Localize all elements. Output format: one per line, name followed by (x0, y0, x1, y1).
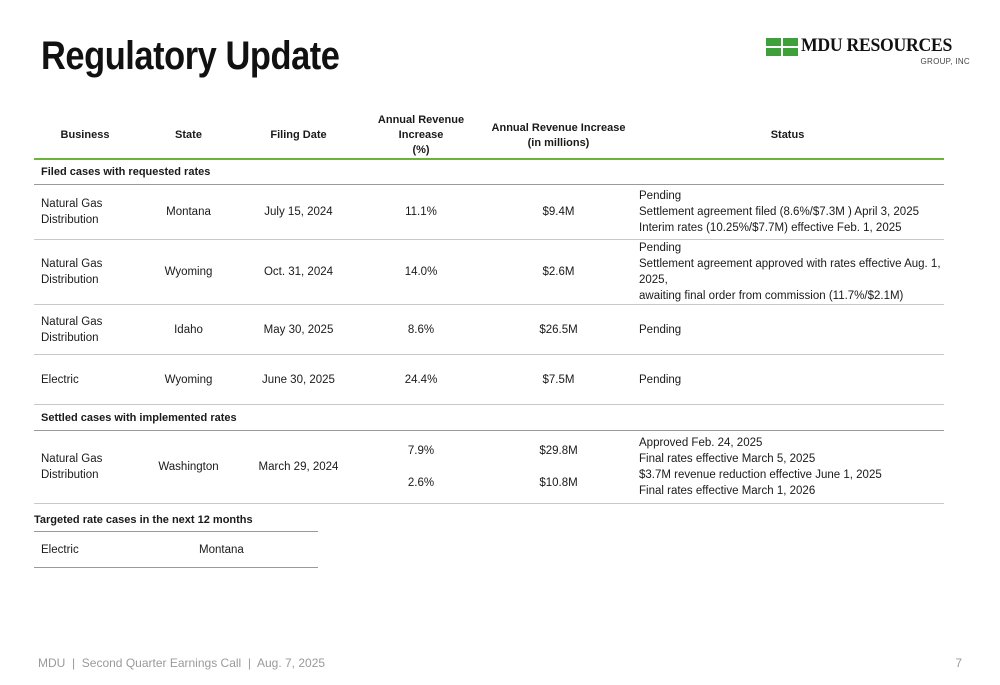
state-cell: Wyoming (164, 266, 213, 278)
table-row (34, 532, 318, 568)
header-business: Business (60, 129, 110, 141)
business-line1: Natural Gas (41, 258, 103, 270)
status-line: Final rates effective March 5, 2025 (639, 453, 816, 465)
header-revenue-millions (486, 113, 631, 159)
business-cell (34, 185, 136, 240)
logo-subtitle: GROUP, INC (920, 57, 970, 66)
filing-date-cell: Oct. 31, 2024 (263, 266, 334, 278)
revenue-pct-cell: 24.4% (404, 373, 438, 386)
section-settled-cases (34, 405, 944, 431)
header-filing-date: Filing Date (270, 129, 327, 141)
revenue-pct-cell: 14.0% (404, 266, 438, 278)
table-header-row (34, 113, 944, 159)
status-line: awaiting final order from commission (11.7%/$2.1M) (639, 290, 904, 302)
header-state: State (175, 129, 202, 141)
status-line: $3.7M revenue reduction effective June 1, 2025 (639, 469, 882, 481)
section-label: Settled cases with implemented rates (41, 411, 237, 424)
revenue-millions-cell (486, 431, 631, 504)
status-line: Pending (639, 190, 682, 202)
footer-text: MDU | Second Quarter Earnings Call | Aug. 7, 2025 (38, 656, 326, 670)
page-number: 7 (955, 656, 962, 670)
status-line: Final rates effective March 1, 2026 (639, 485, 816, 497)
header-revenue-mil-line2: (in millions) (527, 136, 590, 149)
revenue-millions-cell: $9.4M (542, 206, 575, 218)
status-cell: Pending (639, 373, 682, 386)
business-cell (34, 240, 136, 305)
header-revenue-pct (356, 113, 486, 159)
revenue-millions-value: $29.8M (539, 445, 578, 457)
business-cell (34, 305, 136, 355)
revenue-pct-cell (356, 431, 486, 504)
status-line: Approved Feb. 24, 2025 (639, 437, 763, 449)
revenue-pct-cell: 11.1% (405, 206, 437, 218)
table-row (34, 240, 944, 305)
slide-title: Regulatory Update (41, 34, 340, 78)
header-revenue-mil-line1: Annual Revenue Increase (491, 121, 626, 134)
revenue-pct-value: 2.6% (407, 477, 435, 489)
logo-mark-icon (766, 38, 798, 56)
table-row (34, 355, 944, 405)
section-label: Filed cases with requested rates (41, 166, 211, 178)
logo-name: MDU RESOURCES (801, 35, 953, 56)
revenue-pct-cell: 8.6% (407, 323, 435, 336)
table-row (34, 185, 944, 240)
status-cell (631, 185, 944, 240)
filing-date-cell: July 15, 2024 (264, 206, 333, 218)
status-cell: Pending (639, 323, 682, 336)
revenue-millions-cell: $7.5M (542, 373, 575, 386)
header-revenue-pct-line2: (%) (412, 144, 430, 156)
business-line2: Distribution (41, 214, 99, 226)
header-revenue-pct-line1: Annual Revenue Increase (377, 114, 465, 141)
business-line1: Natural Gas (41, 453, 103, 465)
status-line: Pending (639, 242, 682, 254)
business-cell: Electric (41, 543, 79, 556)
filing-date-cell: May 30, 2025 (263, 323, 334, 336)
state-cell: Montana (166, 206, 211, 218)
business-line1: Natural Gas (41, 198, 103, 210)
revenue-pct-value: 7.9% (407, 445, 435, 457)
revenue-millions-cell: $26.5M (539, 323, 578, 336)
business-line2: Distribution (41, 274, 99, 286)
table-row (34, 431, 944, 504)
header-status: Status (770, 129, 805, 141)
status-cell (631, 240, 944, 305)
state-cell: Montana (199, 543, 244, 556)
state-cell: Wyoming (164, 373, 213, 386)
revenue-millions-value: $10.8M (539, 477, 578, 489)
business-line2: Distribution (41, 331, 99, 344)
company-logo (766, 36, 972, 70)
filing-date-cell: June 30, 2025 (262, 373, 335, 386)
state-cell: Washington (158, 461, 219, 473)
business-line2: Distribution (41, 469, 99, 481)
section-targeted-cases (34, 508, 318, 532)
status-cell (631, 431, 944, 504)
status-line: Settlement agreement filed (8.6%/$7.3M ) April 3, 2025 (639, 206, 919, 218)
business-cell: Electric (41, 373, 79, 386)
section-filed-cases (34, 159, 944, 185)
state-cell: Idaho (174, 323, 203, 336)
section-label: Targeted rate cases in the next 12 months (34, 513, 253, 526)
revenue-millions-cell: $2.6M (542, 266, 575, 278)
regulatory-table (34, 113, 944, 504)
business-cell (34, 431, 136, 504)
status-line: Interim rates (10.25%/$7.7M) effective Feb. 1, 2025 (639, 222, 902, 234)
business-line1: Natural Gas (41, 315, 103, 328)
status-line: Settlement agreement approved with rates effective Aug. 1, 2025, (639, 258, 941, 286)
targeted-cases-table (34, 508, 318, 568)
table-row (34, 305, 944, 355)
filing-date-cell: March 29, 2024 (258, 461, 339, 473)
